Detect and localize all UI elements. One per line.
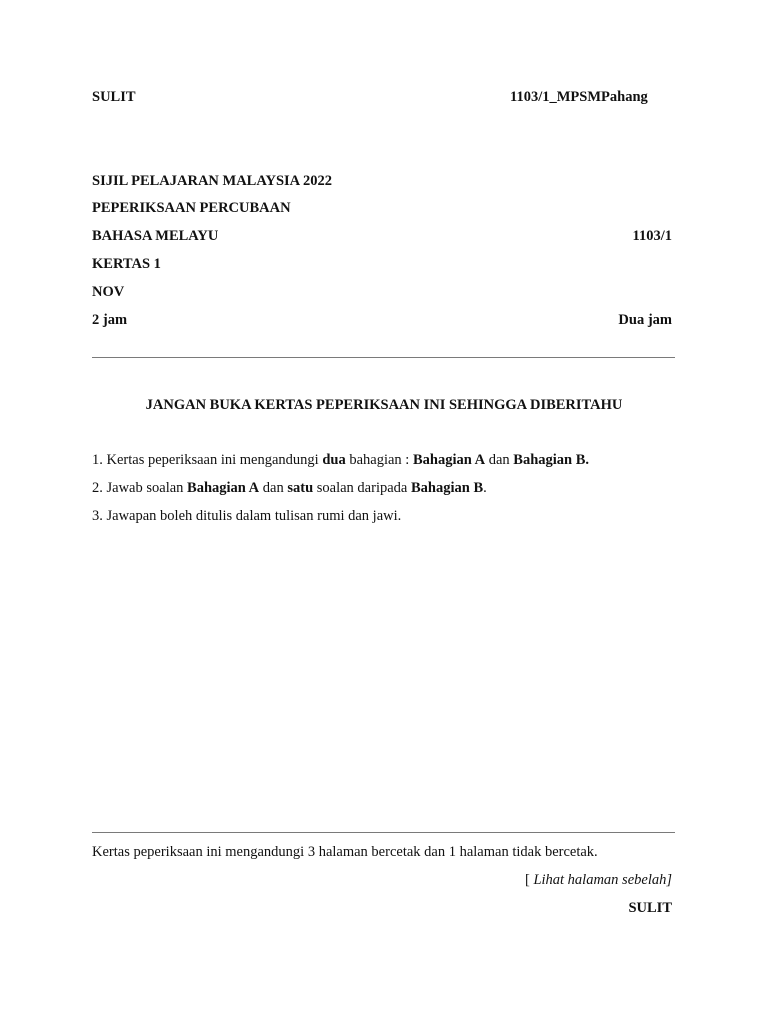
instruction-1-text-b: bahagian : — [345, 452, 413, 468]
see-next-bracket: [ — [524, 872, 534, 888]
duration-text: Dua jam — [618, 312, 672, 328]
top-divider — [92, 357, 675, 358]
exam-month: NOV — [92, 284, 125, 300]
instruction-item-1 — [92, 451, 589, 469]
instruction-3-text: 3. Jawapan boleh ditulis dalam tulisan rumi dan jawi. — [92, 508, 402, 524]
instruction-2-text-b: dan — [259, 480, 288, 496]
instruction-item-3 — [92, 507, 401, 525]
see-next-text: Lihat halaman sebelah] — [533, 872, 672, 888]
instruction-1-text-a: 1. Kertas peperiksaan ini mengandungi — [92, 452, 323, 468]
instruction-2-bold-a: Bahagian A — [187, 480, 260, 496]
subject-code: 1103/1 — [632, 228, 672, 244]
exam-title: SIJIL PELAJARAN MALAYSIA 2022 — [92, 173, 332, 189]
instruction-item-2 — [92, 479, 487, 497]
paper-number: KERTAS 1 — [92, 256, 161, 272]
instruction-2-text-c: soalan daripada — [313, 480, 411, 496]
duration-numeric: 2 jam — [92, 312, 128, 328]
footer-confidential-label: SULIT — [628, 900, 672, 916]
page-count-note: Kertas peperiksaan ini mengandungi 3 halaman bercetak dan 1 halaman tidak bercetak. — [92, 844, 598, 860]
see-next-page — [525, 871, 672, 889]
subject-name: BAHASA MELAYU — [92, 228, 219, 244]
instruction-2-text-d: . — [483, 480, 487, 496]
instruction-2-bold-b: satu — [287, 480, 314, 496]
instruction-1-bold-b: Bahagian A — [412, 452, 486, 468]
exam-type: PEPERIKSAAN PERCUBAAN — [92, 200, 291, 216]
warning-notice: JANGAN BUKA KERTAS PEPERIKSAAN INI SEHINGGA DIBERITAHU — [145, 397, 623, 413]
instruction-2-text-a: 2. Jawab soalan — [92, 480, 188, 496]
instruction-2-bold-c: Bahagian B — [410, 480, 484, 496]
instruction-1-text-c: dan — [485, 452, 514, 468]
instruction-1-bold-c: Bahagian B. — [513, 452, 590, 468]
header-confidential-label: SULIT — [92, 89, 136, 105]
instruction-1-bold-a: dua — [322, 452, 346, 468]
header-paper-code: 1103/1_MPSMPahang — [510, 89, 648, 105]
bottom-divider — [92, 832, 675, 833]
